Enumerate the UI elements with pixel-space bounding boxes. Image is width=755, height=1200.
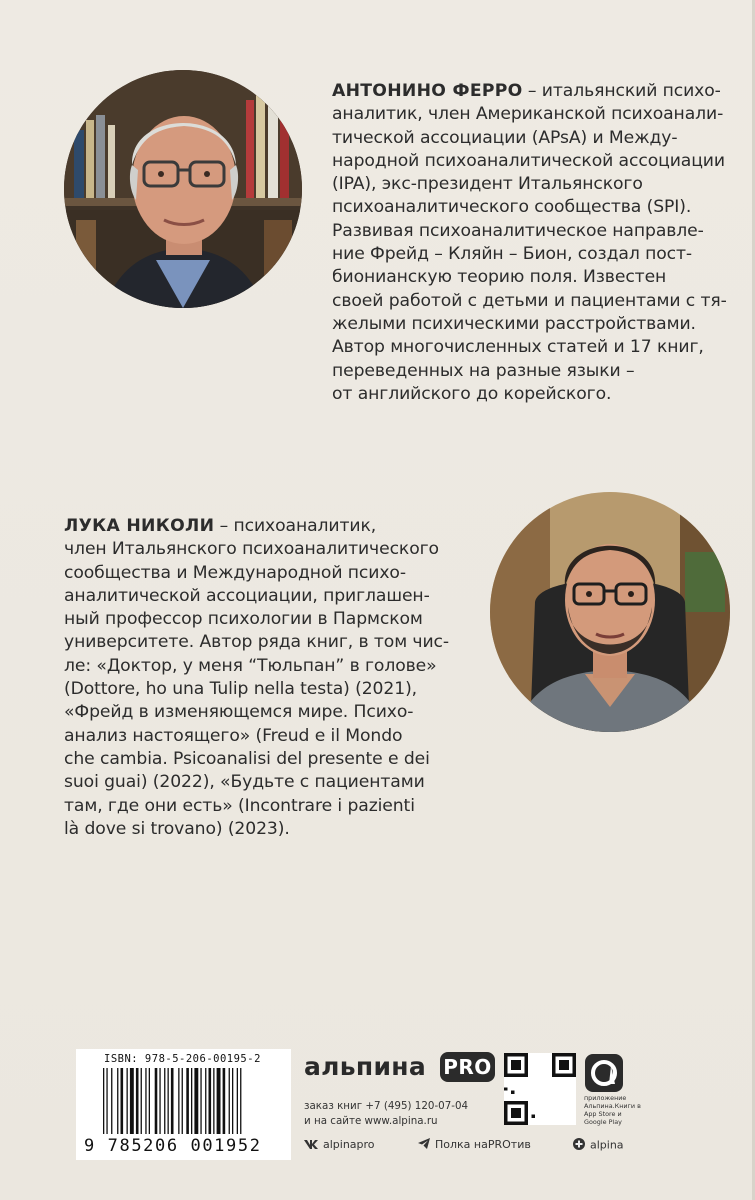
author1-bio-line: Развивая психоаналитическое направле- [332, 220, 704, 241]
author1-bio-line: (IPA), экс-президент Итальянского [332, 174, 643, 195]
social-vk [304, 1138, 375, 1152]
qr-code-icon [504, 1053, 576, 1125]
author2-bio [64, 515, 494, 841]
author2-bio-line: член Итальянского психоаналитического [64, 539, 439, 560]
author1-bio-line: аналитик, член Американской психоанали- [332, 104, 724, 125]
author2-bio-line: ный профессор психологии в Пармском [64, 609, 423, 630]
author2-bio-line: suoi guai) (2022), «Будьте с пациентами [64, 772, 425, 793]
author2-bio-line: là dove si trovano) (2023). [64, 818, 290, 839]
social-telegram [418, 1138, 531, 1152]
author1-portrait [64, 70, 302, 308]
author2-bio-line: сообщества и Международной психо- [64, 562, 406, 583]
author2-bio-line: che cambia. Psicoanalisi del presente e dei [64, 748, 430, 769]
isbn-barcode [76, 1049, 291, 1160]
author2-photo [490, 492, 730, 732]
author1-bio-line: психоаналитического сообщества (SPI). [332, 197, 692, 218]
plus-circle-icon [573, 1138, 585, 1153]
author1-photo [64, 70, 302, 308]
author1-bio-line: тической ассоциации (APsA) и Между- [332, 127, 678, 148]
author1-bio-line: народной психоаналитической ассоциации [332, 150, 725, 171]
author1-bio-line: бионианскую теорию поля. Известен [332, 267, 667, 288]
author2-bio-line: ЛУКА НИКОЛИ – психоаналитик, [64, 516, 377, 536]
social-other [573, 1138, 624, 1153]
author2-bio-line: ле: «Доктор, у меня “Тюльпан” в голове» [64, 655, 437, 676]
author2-portrait [490, 492, 730, 732]
publisher-name: альпина [304, 1052, 427, 1081]
author1-bio [332, 80, 752, 406]
author1-bio-line: желыми психическими расстройствами. [332, 313, 696, 334]
telegram-icon [418, 1138, 430, 1152]
vk-handle: alpinapro [323, 1138, 375, 1151]
telegram-handle: Полка наPROтив [435, 1138, 531, 1151]
author1-bio-line: своей работой с детьми и пациентами с тя- [332, 290, 727, 311]
author1-bio-line: от английского до корейского. [332, 383, 612, 404]
isbn-text: ISBN: 978-5-206-00195-2 [104, 1053, 261, 1065]
order-info [304, 1099, 468, 1129]
author2-bio-line: (Dottore, ho una Tulip nella testa) (2021), [64, 679, 418, 700]
order-website: и на сайте www.alpina.ru [304, 1115, 438, 1127]
author2-bio-line: университете. Автор ряда книг, в том чис- [64, 632, 450, 653]
author2-name: ЛУКА НИКОЛИ [64, 516, 215, 536]
author1-bio-line: Автор многочисленных статей и 17 книг, [332, 337, 704, 358]
vk-icon [304, 1139, 318, 1152]
publisher-badge: PRO [440, 1052, 495, 1082]
app-store-text: приложение Альпина.Книги в App Store и Google Play [584, 1094, 641, 1126]
author1-bio-line: АНТОНИНО ФЕРРО – итальянский психо- [332, 81, 721, 101]
author2-bio-line: анализ настоящего» (Freud e il Mondo [64, 725, 403, 746]
order-phone: заказ книг +7 (495) 120-07-04 [304, 1100, 469, 1112]
alpina-app-icon [585, 1054, 623, 1092]
author1-bio-line: переведенных на разные языки – [332, 360, 635, 381]
other-handle: alpina [590, 1138, 624, 1152]
author1-bio-line: ние Фрейд – Кляйн – Бион, создал пост- [332, 244, 692, 265]
author1-name: АНТОНИНО ФЕРРО [332, 81, 523, 101]
author2-bio-line: «Фрейд в изменяющемся мире. Психо- [64, 702, 414, 723]
author2-bio-line: аналитической ассоциации, приглашен- [64, 585, 430, 606]
author2-bio-line: там, где они есть» (Incontrare i pazienti [64, 795, 415, 816]
barcode-bars [103, 1068, 283, 1134]
ean-digits: 9 785206 001952 [84, 1136, 262, 1156]
